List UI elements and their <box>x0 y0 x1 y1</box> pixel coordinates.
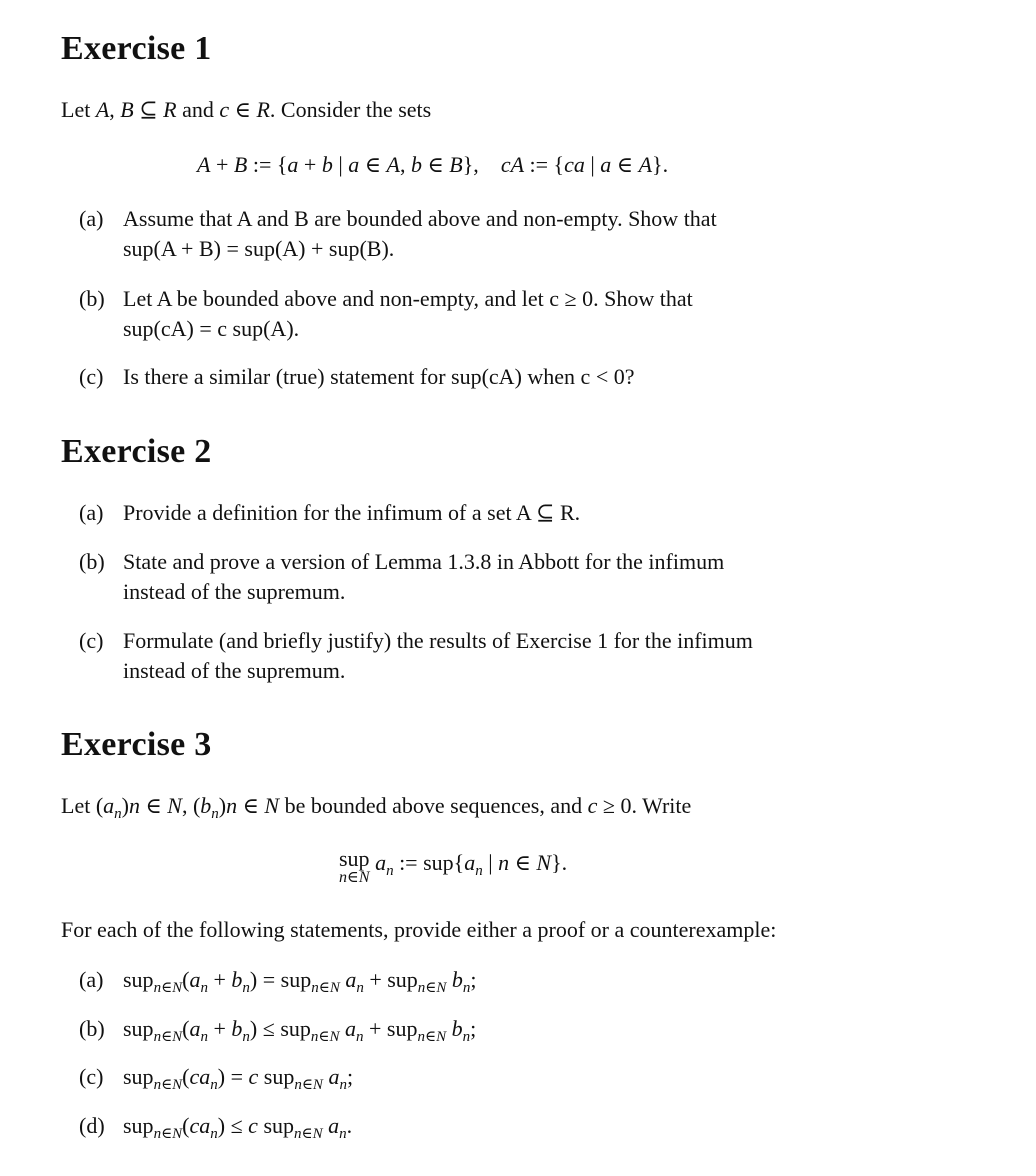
exercise-1-set-definitions: A + B := {a + b | a ∈ A, b ∈ B}, cA := {ca | a ∈ A}. <box>197 152 669 177</box>
exercise-1-item-c: (c) Is there a similar (true) statement for sup(cA) when c < 0? <box>79 364 635 389</box>
exercise-2-item-b: (b) State and prove a version of Lemma 1.3.8 in Abbott for the infimum instead of the supremum. <box>79 549 725 604</box>
exercise-2-item-a: (a) Provide a definition for the infimum of a set A ⊆ R. <box>79 500 581 525</box>
exercise-3-title: Exercise 3 <box>61 726 212 763</box>
exercise-2-item-c: (c) Formulate (and briefly justify) the results of Exercise 1 for the infimum instead of the supremum. <box>79 628 753 683</box>
exercise-3-statement-intro: For each of the following statements, provide either a proof or a counterexample: <box>61 917 777 942</box>
exercise-1-item-b: (b) Let A be bounded above and non-empty, and let c ≥ 0. Show that sup(cA) = c sup(A). <box>79 286 693 341</box>
exercise-1-title: Exercise 1 <box>61 30 212 67</box>
exercise-3-item-c: (c) $sup_{n\in N}(ca_n) = c$ sup$_{n\in N}$ $a_n$; <box>79 1064 354 1093</box>
exercise-1-intro: Let A, B ⊆ R and c ∈ R. Consider the sets <box>61 97 432 122</box>
exercise-1-item-a: (a) Assume that A and B are bounded above and non-empty. Show that sup(A + B) = sup(A) + sup(B). <box>79 206 717 261</box>
exercise-3-item-b: (b) $sup_{n\in N}(a_n + b_n) \le sup_{n\in N}$ $a_n + sup_{n\in N}$ $b_n$; <box>79 1016 477 1045</box>
exercise-3-sup-definition: sup n∈N $a_n$ := $sup\{a_n$ | n ∈ N}. <box>339 846 568 886</box>
exercise-2-title: Exercise 2 <box>61 433 212 470</box>
exercise-3-item-d: (d) $sup_{n\in N}(ca_n) \le c$ sup$_{n\in N}$ $a_n$. <box>79 1113 353 1142</box>
exercise-3-intro: Let $(a_n)n$ ∈ N, $(b_n)n$ ∈ N be bounded above sequences, and c ≥ 0. Write <box>61 793 692 822</box>
exercise-3-item-a: (a) $sup_{n\in N}(a_n + b_n) = sup_{n\in N}$ $a_n + sup_{n\in N}$ $b_n$; <box>79 967 477 996</box>
